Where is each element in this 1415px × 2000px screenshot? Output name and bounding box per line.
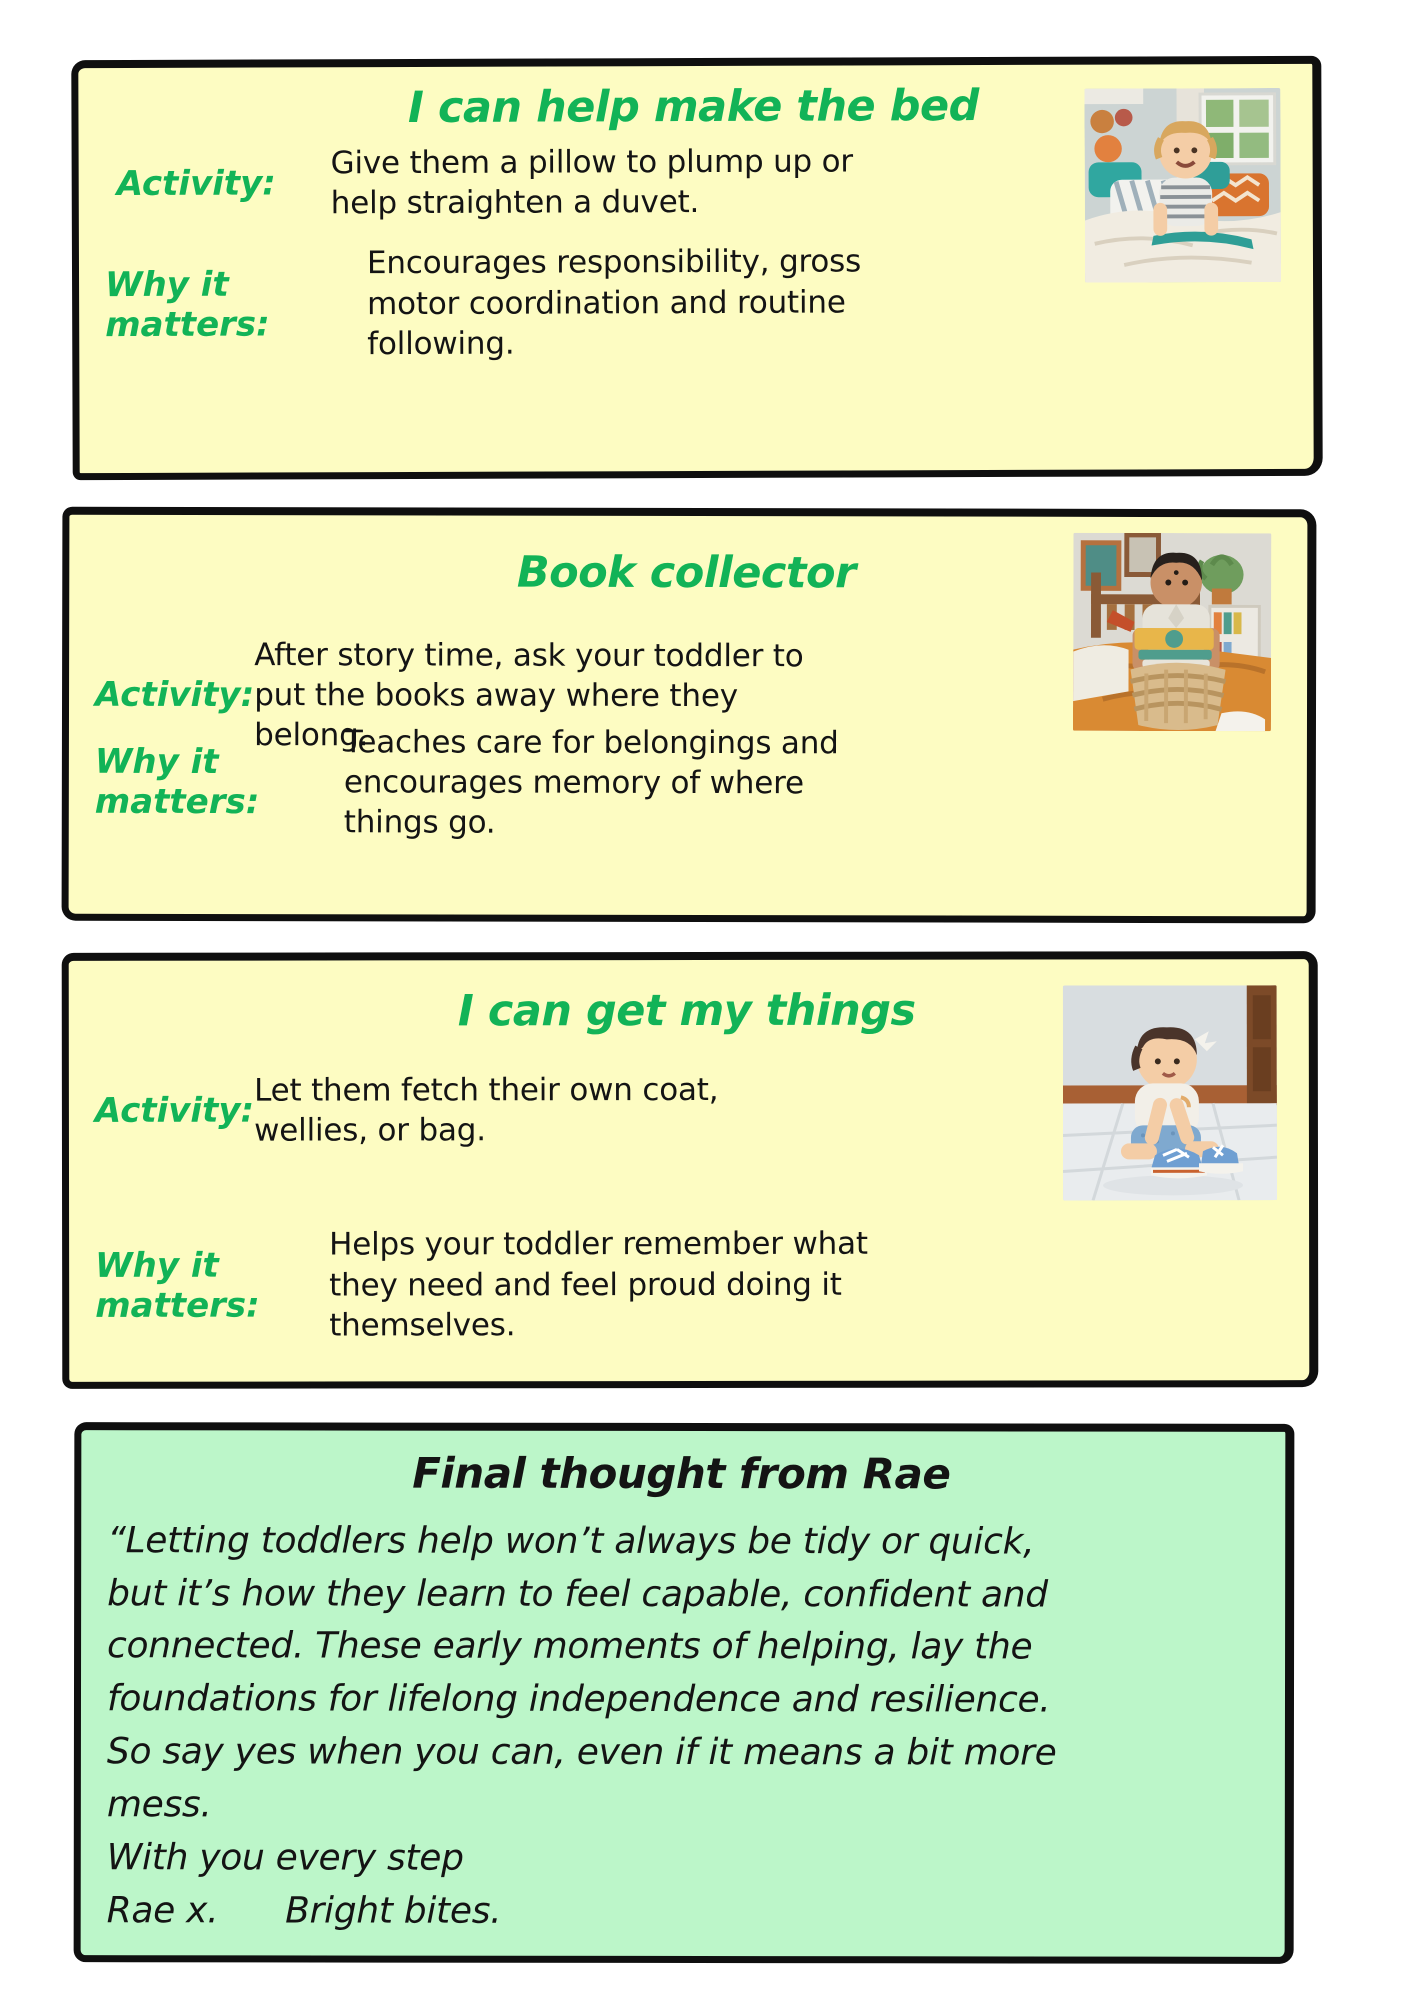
final-thought-title: Final thought from Rae: [412, 1448, 951, 1499]
card-title: I can get my things: [457, 985, 916, 1037]
why-label: Why it matters:: [94, 741, 260, 823]
final-thought-card: [74, 1422, 1295, 1964]
why-text: Helps your toddler remember what they need and feel proud doing it themselves.: [329, 1226, 868, 1344]
why-text: Teaches care for belongings and encourages memory of where things go.: [343, 724, 839, 841]
card-title: Book collector: [516, 547, 856, 599]
toddler-shoes-photo: [1063, 985, 1277, 1200]
why-text: Encourages responsibility, gross motor coordination and routine following.: [366, 243, 862, 363]
final-thought-quote: “Letting toddlers help won’t always be tidy or quick, but it’s how they learn to feel capable, confident and connected. These early moments of helping, lay the foundations for lifelong independence and resilience. So say yes when you can, even if it means a bit more mess. With you every step Rae x. Bright bites.: [106, 1519, 1057, 1932]
activity-text: Let them fetch their own coat, wellies, or bag.: [254, 1071, 719, 1149]
activity-text: After story time, ask your toddler to put the books away where they belong.: [254, 636, 804, 754]
activity-card-book-collector: [62, 507, 1317, 924]
activity-label: Activity:: [94, 1090, 255, 1132]
activity-card-make-the-bed: [71, 56, 1322, 480]
why-label: Why it matters:: [95, 1245, 260, 1326]
why-row: [95, 1224, 1279, 1347]
photo-illustration: [1073, 533, 1271, 731]
photo-illustration: [1063, 985, 1277, 1200]
toddler-making-bed-photo: [1084, 88, 1281, 283]
photo-illustration: [1084, 88, 1281, 283]
activity-label: Activity:: [94, 675, 255, 716]
activity-card-get-my-things: [62, 951, 1319, 1389]
activity-text: Give them a pillow to plump up or help straighten a duvet.: [330, 143, 854, 222]
why-label: Why it matters:: [104, 264, 270, 345]
card-title: I can help make the bed: [407, 81, 979, 134]
toddler-books-basket-photo: [1073, 533, 1271, 731]
activity-label: Activity:: [116, 163, 276, 205]
